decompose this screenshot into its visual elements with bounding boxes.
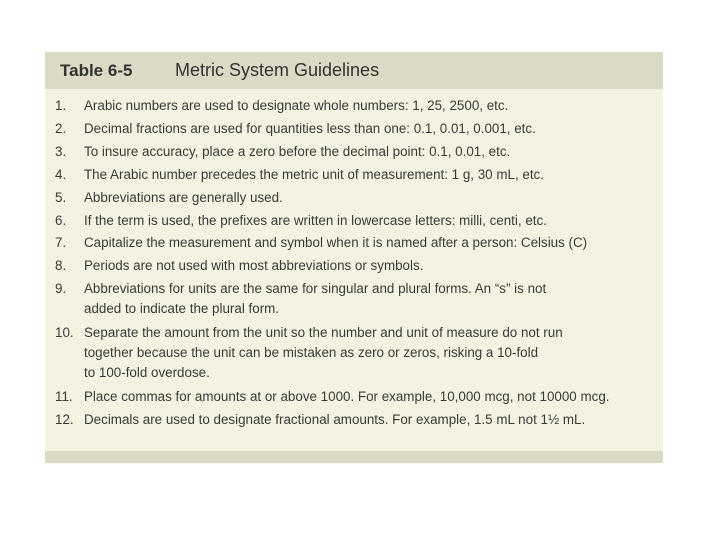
item-text-line: together because the unit can be mistaken as zero or zeros, risking a 10-fold xyxy=(84,344,539,360)
list-item xyxy=(45,323,663,385)
table-header xyxy=(45,52,663,89)
item-number: 7. xyxy=(55,235,67,251)
list-item xyxy=(45,387,663,408)
item-text xyxy=(84,96,508,116)
item-text xyxy=(84,256,423,276)
item-text-line: Periods are not used with most abbreviations or symbols. xyxy=(84,258,424,274)
item-number: 6. xyxy=(55,212,67,228)
item-text xyxy=(84,279,546,319)
guidelines-table xyxy=(45,52,663,463)
item-text xyxy=(84,165,544,185)
item-number: 9. xyxy=(55,281,67,297)
item-text-line: Arabic numbers are used to designate whole numbers: 1, 25, 2500, etc. xyxy=(84,98,509,113)
item-number: 8. xyxy=(55,258,67,274)
item-number: 12. xyxy=(55,412,74,427)
list-item xyxy=(45,410,663,431)
item-text-line: to 100-fold overdose. xyxy=(84,364,210,380)
item-text xyxy=(84,410,585,430)
item-text-line: Capitalize the measurement and symbol when it is named after a person: Celsius (C) xyxy=(84,235,588,251)
table-title: Metric System Guidelines xyxy=(175,60,380,80)
item-number: 5. xyxy=(55,189,67,205)
item-text-line: Decimal fractions are used for quantities less than one: 0.1, 0.01, 0.001, etc. xyxy=(84,120,536,136)
item-text-line: Abbreviations for units are the same for singular and plural forms. An “s” is not xyxy=(84,281,547,297)
table-bottom-bar xyxy=(45,451,663,463)
list-item xyxy=(45,96,663,117)
list-item xyxy=(45,279,663,320)
item-text-line: If the term is used, the prefixes are written in lowercase letters: milli, centi, etc. xyxy=(84,212,547,228)
item-text-line: added to indicate the plural form. xyxy=(84,301,280,317)
item-text xyxy=(84,142,510,162)
item-text-line: Abbreviations are generally used. xyxy=(84,189,283,205)
item-number: 2. xyxy=(55,120,67,136)
item-number: 4. xyxy=(55,166,67,182)
item-text xyxy=(84,211,547,231)
item-text-line: Place commas for amounts at or above 1000. For example, 10,000 mcg, not 10000 mcg. xyxy=(84,389,610,405)
item-number: 1. xyxy=(55,98,67,113)
item-number: 11. xyxy=(55,389,73,405)
list-item xyxy=(45,165,663,186)
list-item xyxy=(45,188,663,209)
item-text-line: The Arabic number precedes the metric unit of measurement: 1 g, 30 mL, etc. xyxy=(84,166,544,182)
list-item xyxy=(45,233,663,254)
item-text-line: To insure accuracy, place a zero before the decimal point: 0.1, 0.01, etc. xyxy=(84,143,511,159)
item-text-line: Decimals are used to designate fractional amounts. For example, 1.5 mL not 1½ mL. xyxy=(84,412,586,427)
item-text xyxy=(84,119,536,139)
item-text xyxy=(84,323,563,383)
item-text-line: Separate the amount from the unit so the number and unit of measure do not run xyxy=(84,324,563,340)
list-item xyxy=(45,119,663,140)
list-item xyxy=(45,211,663,232)
item-text xyxy=(84,188,283,208)
item-number: 3. xyxy=(55,143,67,159)
item-text xyxy=(84,387,610,407)
list-item xyxy=(45,256,663,277)
item-text xyxy=(84,233,587,253)
item-number: 10. xyxy=(55,324,74,340)
table-number: Table 6-5 xyxy=(60,61,133,80)
list-item xyxy=(45,142,663,163)
